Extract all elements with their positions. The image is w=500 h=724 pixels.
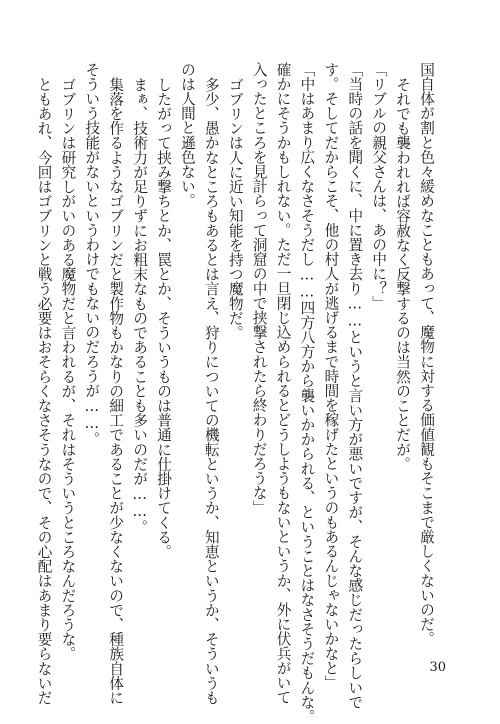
text-line: 入ったところを見計らって洞窟の中で挟撃されたら終わりだろうな」 bbox=[250, 62, 268, 515]
text-line: ともあれ、今回はゴブリンと戦う必要はおそらくなさそうなので、その心配はあまり要らないだ bbox=[35, 76, 53, 705]
text-line: 「中はあまり広くなさそうだし……四方八方から襲いかかられる、ということはなさそうだもんな。 bbox=[298, 62, 316, 724]
page-number: 30 bbox=[429, 660, 446, 675]
text-line: 多少、愚かなところもあるとは言え、狩りについての機転というか、知恵というか、そういうも bbox=[202, 76, 220, 705]
text-line: 確かにそうかもしれない。ただ一旦閉じ込められるとどうしようもないというか、外に伏兵がいて bbox=[274, 62, 292, 705]
text-line: す。そしてだからこそ、他の村人が逃げるまで時間を稼げたというのもあるんじゃないかなと」 bbox=[322, 62, 340, 690]
text-line: 「リブルの親父さんは、あの中に？」 bbox=[370, 62, 388, 311]
text-line: ゴブリンは人に近い知能を持つ魔物だ。 bbox=[226, 76, 244, 340]
text-line: のは人間と遜色ない。 bbox=[178, 62, 196, 208]
text-line: 集落を作るようなゴブリンだと製作物もかなりの細工であることが少なくないので、種族自体に bbox=[107, 76, 125, 705]
text-line: まぁ、技術力が足りずにお粗末なものであることも多いのだが……。 bbox=[131, 76, 149, 534]
text-line: 「当時の話を聞くに、中に置き去り……というと言い方が悪いですが、そんな感じだったらしいで bbox=[346, 62, 364, 710]
text-line: それでも襲われれば容赦なく反撃するのは当然のことだが。 bbox=[394, 76, 412, 471]
text-line: ゴブリンは研究しがいのある魔物だと言われるが、それはそういうところなんだろうな。 bbox=[59, 76, 77, 661]
text-line: 国自体が割と色々緩めなこともあって、魔物に対する価値観もそこまで厳しくないのだ。 bbox=[418, 62, 435, 646]
text-line: そういう技能がないというわけでもないのだろうが……。 bbox=[83, 62, 101, 447]
text-line: したがって挟み撃ちとか、罠とか、そういうものは普通に仕掛けてくる。 bbox=[155, 76, 173, 559]
